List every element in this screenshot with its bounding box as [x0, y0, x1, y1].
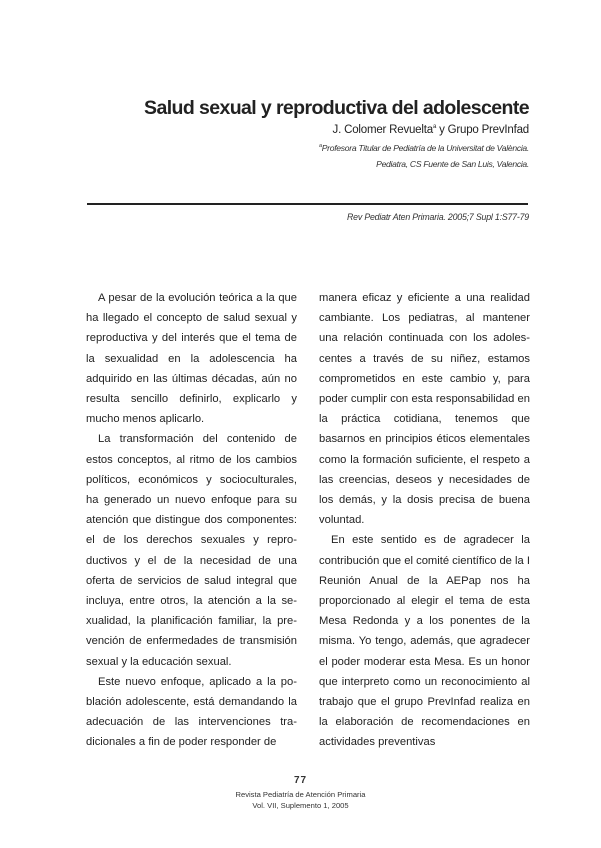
footer-volume: Vol. VII, Suplemento 1, 2005 [252, 801, 349, 810]
footer-journal-name: Revista Pediatría de Atención Primaria [235, 790, 366, 799]
article-title: Salud sexual y reproductiva del adolescente [144, 97, 529, 120]
article-authors [333, 124, 529, 136]
affiliation-2: Pediatra, CS Fuente de San Luis, Valencia. [376, 159, 529, 169]
header-divider [87, 203, 528, 205]
paragraph: manera eficaz y eficiente a una realidad cambiante. Los pediatras, al mantener una relación continuada con los adolescentes a través de su niñez, estamos comprometidos en este cambio y, para poder cumplir con esta responsabilidad en la práctica cotidiana, tenemos que basarnos en principios éticos elementales como la formación suficiente, el respeto a las creencias, deseos y necesidades de los demás, y la dosis precisa de buena voluntad. [319, 292, 530, 527]
journal-citation: Rev Pediatr Aten Primaria. 2005;7 Supl 1:S77-79 [347, 212, 529, 222]
paragraph: En este sentido es de agradecer la contribución que el comité científico de la I Reunión Anual de la AEPap nos ha proporcionado al elegir el tema de esta Mesa Redonda y a los ponentes de la misma. Yo tengo, además, que agradecer el poder moderar esta Mesa. Es un honor que interpreto como un reconocimiento al trabajo que el grupo PrevInfad realiza en la elaboración de recomendaciones en actividades preventivas [319, 534, 530, 749]
affiliation-marker: a [318, 143, 322, 150]
affiliation-1 [319, 143, 529, 153]
paragraph: A pesar de la evolución teórica a la que ha llegado el concepto de salud sexual y reproductiva y del interés que el tema de la sexualidad en la adolescencia ha adquirido en las últimas décadas, aún no resulta sencillo definirlo, explicarlo y mucho menos aplicarlo. [86, 292, 297, 426]
page-number: 77 [293, 775, 308, 786]
author-group: y Grupo PrevInfad [436, 124, 529, 136]
affiliation-1-text: Profesora Titular de Pediatría de la Universitat de València. [321, 143, 529, 153]
body-column-left [86, 288, 297, 753]
author-affiliation-marker: a [432, 124, 437, 131]
paragraph: La transformación del contenido de estos conceptos, al ritmo de los cambios políticos, económicos y socioculturales, ha generado un nuevo enfoque para su atención que distingue dos componentes: el de los derechos sexuales y reproductivos y el de la necesidad de una oferta de servicios de salud integral que incluya, entre otros, la atención a la sexualidad, la planificación familiar, la prevención de enfermedades de transmisión sexual y la educación sexual. [86, 433, 297, 668]
author-name: J. Colomer Revuelta [332, 124, 433, 136]
body-column-right [319, 288, 530, 753]
paragraph: Este nuevo enfoque, aplicado a la población adolescente, está demandando la adecuación de las intervenciones tradicionales a fin de poder responder de [86, 675, 297, 749]
